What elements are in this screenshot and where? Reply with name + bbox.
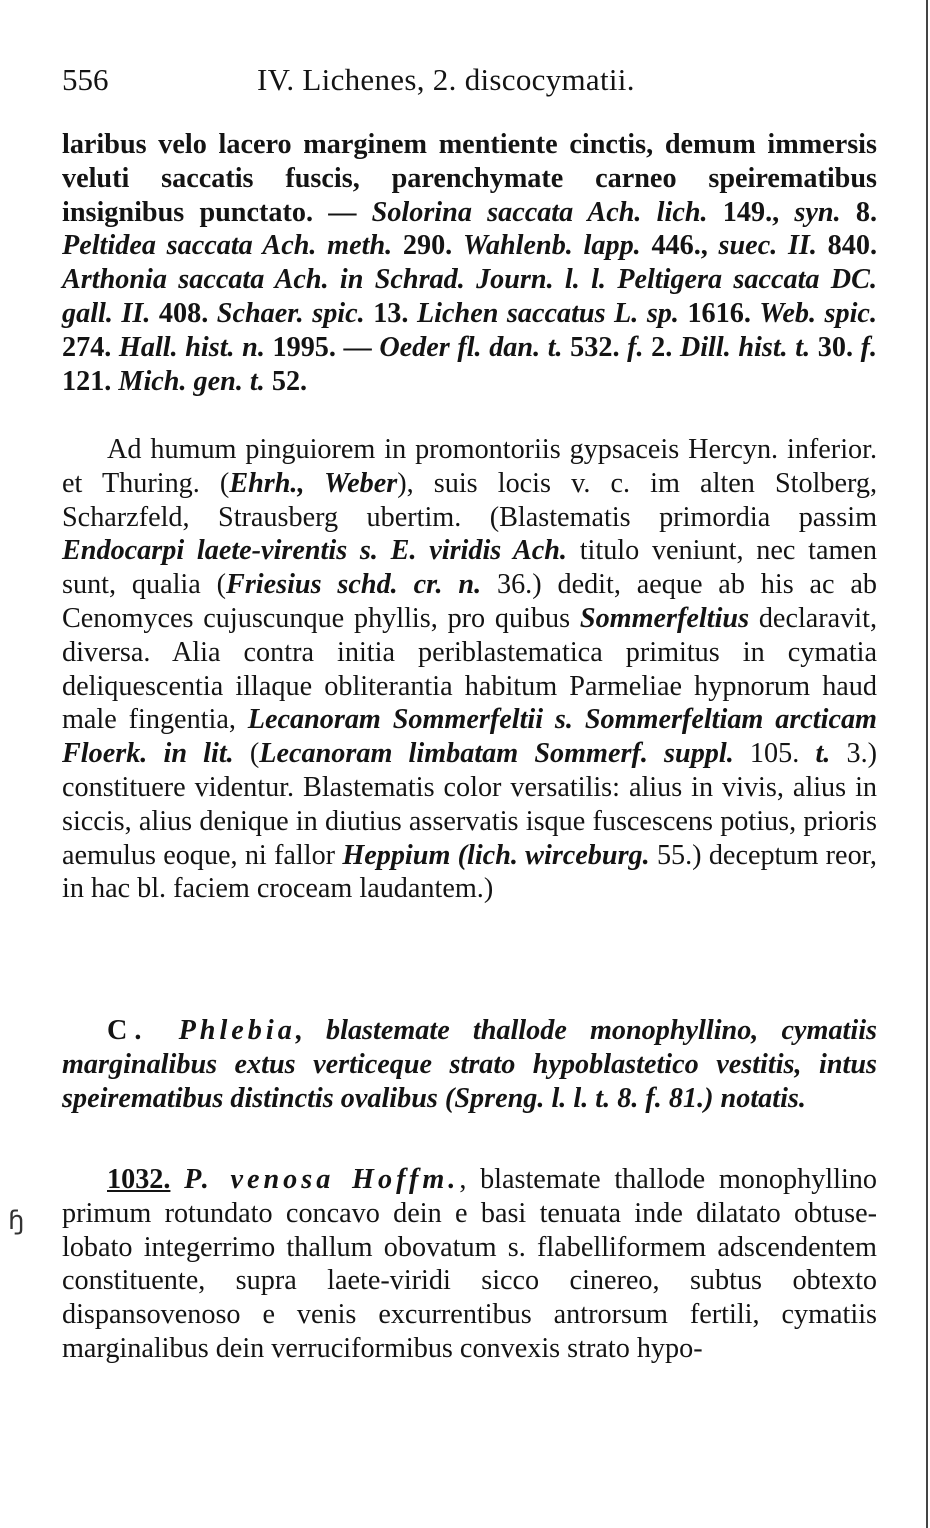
habitat-text: titulo veniunt, nec tamen sunt, qualia ( bbox=[62, 535, 877, 601]
citation-number: 52. bbox=[264, 365, 308, 397]
habitat-text: 55.) deceptum reor, in hac bl. faciem croceam laudantem.) bbox=[62, 839, 877, 905]
genus-name: Phlebia bbox=[178, 1015, 296, 1046]
citation-italic: Peltidea saccata Ach. meth. bbox=[62, 230, 393, 262]
citation-italic: Hall. hist. n. bbox=[118, 331, 265, 363]
habitat-italic: Ehrh., Weber bbox=[229, 467, 398, 499]
species-description: , blastemate thallode monophyllino primum rotundato concavo dein e basi tenuata inde dilatato obtuse-lobato integerrimo thallum obovatum s. flabelliformem adscendentem constituente, supra laete-viridi sicco cinereo, subtus obtexto dispansovenoso e venis excurrentibus antrorsum fertili, cymatiis marginalibus dein verruciformibus convexis strato hypo- bbox=[62, 1164, 877, 1364]
habitat-text: declaravit, diversa. Alia contra initia periblastematica primitus in cymatia deliquescentia illaque obliterantia habitum Parmeliae hypnorum haud male fingentia, bbox=[62, 602, 877, 736]
citation-number: 446., bbox=[640, 230, 719, 262]
habitat-italic: Endocarpi laete-virentis s. E. viridis Ach. bbox=[62, 535, 567, 567]
species-entry bbox=[62, 1163, 877, 1366]
section-letter: C. bbox=[107, 1015, 179, 1046]
habitat-italic: t. bbox=[815, 738, 831, 770]
running-head bbox=[62, 60, 882, 100]
citation-italic: Web. spic. bbox=[759, 297, 877, 329]
citation-italic: Mich. gen. t. bbox=[118, 365, 265, 397]
habitat-text: ), suis locis v. c. im alten Stolberg, Scharzfeld, Strausberg ubertim. (Blastematis primordia passim bbox=[62, 467, 878, 533]
habitat-text: ( bbox=[233, 738, 260, 770]
genus-diagnosis-end: 81.) notatis. bbox=[661, 1082, 806, 1114]
habitat-text: 105. bbox=[733, 738, 816, 770]
citation-number: 1995. — bbox=[264, 331, 380, 363]
citation-italic: II. bbox=[121, 297, 151, 329]
citation-number: 2. bbox=[643, 331, 680, 363]
citation-number: 408. bbox=[150, 297, 217, 329]
running-title: IV. Lichenes, 2. discocymatii. bbox=[257, 62, 635, 97]
habitat-text: 3.) constituere videntur. Blastematis color versatilis: alius in vivis, alius in siccis, alius denique in diutius asservatis isque fuscescens potius, prioris aemulus eoque, ni fallor bbox=[62, 738, 878, 871]
citation-italic: f. bbox=[627, 331, 644, 363]
citation-italic: Solorina saccata Ach. lich. bbox=[371, 196, 708, 228]
habitat-text: 36.) dedit, aeque ab his ac ab Cenomyces cujuscunque phyllis, pro quibus bbox=[62, 569, 877, 634]
citation-italic: Wahlenb. lapp. bbox=[462, 230, 641, 262]
page-number: 556 bbox=[62, 62, 109, 97]
species-number: 1032. bbox=[107, 1164, 171, 1195]
species-space bbox=[170, 1164, 184, 1195]
citation-number: 290. bbox=[392, 230, 463, 262]
habitat-italic: Heppium (lich. wirceburg. bbox=[342, 839, 650, 871]
citation-number: 532. bbox=[562, 331, 628, 363]
citation-number: 30. bbox=[810, 331, 861, 363]
citation-italic: Arthonia saccata Ach. in Schrad. Journ. l. l. Peltigera saccata DC. gall. bbox=[62, 264, 877, 329]
citation-number: 121. bbox=[62, 365, 119, 397]
habitat-text: Ad humum pinguiorem in promontoriis gypsaceis Hercyn. inferior. et Thuring. ( bbox=[62, 434, 877, 499]
citation-number: 274. bbox=[62, 331, 119, 363]
genus-citation: Spreng. l. l. t. bbox=[454, 1082, 611, 1114]
species-name: P. venosa Hoffm. bbox=[184, 1164, 460, 1195]
habitat-italic: Sommerfeltius bbox=[579, 602, 750, 634]
citation-number: 8. bbox=[840, 196, 877, 228]
genus-citation: f. bbox=[645, 1082, 662, 1114]
genus-section-heading bbox=[62, 1014, 877, 1115]
citation-number: 840. bbox=[816, 230, 877, 262]
genus-citation-number: 8. bbox=[610, 1082, 646, 1114]
habitat-italic: Lecanoram limbatam Sommerf. suppl. bbox=[259, 738, 734, 770]
habitat-italic: Friesius schd. cr. n. bbox=[226, 569, 482, 601]
margin-mark: ɧ bbox=[8, 1206, 25, 1236]
citation-number: 149., bbox=[707, 196, 795, 228]
citation-italic: Dill. hist. t. bbox=[679, 331, 811, 363]
citation-italic: Oeder fl. dan. t. bbox=[379, 331, 563, 363]
synonymy-text: laribus velo lacero marginem mentiente cinctis, demum immersis veluti saccatis fuscis, parenchymate carneo speirematibus insignibus punctato. — bbox=[62, 129, 877, 228]
citation-number: 1616. bbox=[678, 297, 760, 329]
genus-diagnosis: , blastemate thallode monophyllino, cymatiis marginalibus extus verticeque strato hypoblastetico vestitis, intus speirematibus distinctis ovalibus ( bbox=[62, 1015, 878, 1114]
habitat-italic: Lecanoram Sommerfeltii s. Sommerfeltiam arcticam Floerk. in lit. bbox=[62, 704, 877, 770]
citation-number: 13. bbox=[364, 297, 417, 329]
citation-italic: f. bbox=[860, 331, 878, 363]
citation-italic: syn. bbox=[794, 196, 841, 228]
citation-italic: Schaer. spic. bbox=[216, 297, 365, 329]
citation-italic: Lichen saccatus L. sp. bbox=[416, 297, 679, 329]
habitat-paragraph bbox=[62, 433, 877, 906]
citation-italic: suec. II. bbox=[718, 230, 817, 262]
page-edge-line bbox=[926, 0, 928, 1528]
synonymy-paragraph bbox=[62, 128, 877, 398]
